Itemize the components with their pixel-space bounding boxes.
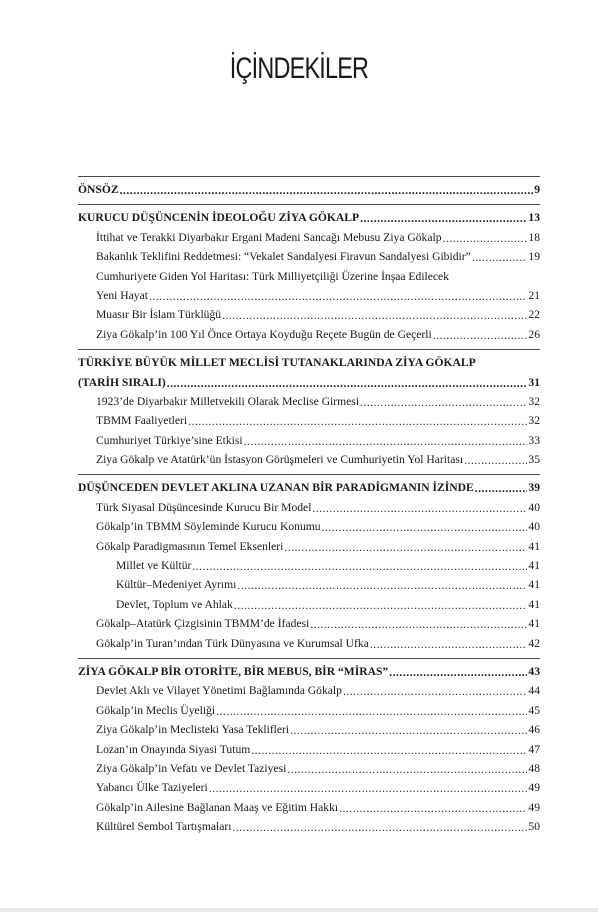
toc-page-number: 22	[528, 308, 540, 322]
leader-dots	[237, 576, 527, 590]
toc-page-number: 41	[528, 617, 540, 631]
toc-page-number: 41	[528, 559, 540, 573]
toc-entry-label: Ziya Gökalp’in Vefatı ve Devlet Taziyesi	[96, 761, 287, 775]
leader-dots	[192, 557, 527, 571]
toc-entry[interactable]	[0, 267, 540, 286]
leader-dots	[120, 181, 534, 195]
toc-entry-label: Cumhuriyet Türkiye’sine Etkisi	[96, 433, 243, 447]
toc-entry[interactable]	[0, 798, 540, 817]
divider	[78, 658, 540, 659]
toc-entry[interactable]	[0, 305, 540, 324]
toc-page-number: 35	[528, 453, 540, 467]
toc-page-number: 50	[528, 820, 540, 834]
toc-page-number: 26	[528, 327, 540, 341]
toc-page-number: 41	[528, 597, 540, 611]
leader-dots	[443, 229, 528, 243]
leader-dots	[370, 635, 528, 649]
toc-page-number: 44	[528, 684, 540, 698]
leader-dots	[149, 287, 527, 301]
toc-entry-label: Lozan’ın Onayında Siyasi Tutum	[96, 742, 251, 756]
leader-dots	[222, 306, 527, 320]
leader-dots	[310, 615, 527, 629]
toc-entry[interactable]	[0, 325, 540, 344]
toc-page-number: 32	[528, 414, 540, 428]
toc-entry-label: Cumhuriyete Giden Yol Haritası: Türk Milliyetçiliği Üzerine İnşaa Edilecek	[96, 269, 449, 283]
leader-dots	[209, 779, 528, 793]
toc-entry-label: DÜŞÜNCEDEN DEVLET AKLINA UZANAN BİR PARADİGMANIN İZİNDE	[78, 481, 474, 495]
leader-dots	[216, 702, 527, 716]
leader-dots	[360, 393, 527, 407]
toc-entry[interactable]	[0, 537, 540, 556]
toc-page-number: 42	[528, 636, 540, 650]
leader-dots	[244, 432, 528, 446]
toc-subentry[interactable]	[0, 595, 540, 614]
toc-subentry[interactable]	[0, 575, 540, 594]
toc-section-heading[interactable]	[0, 478, 540, 497]
toc-entry-label: Yabancı Ülke Taziyeleri	[96, 781, 208, 795]
leader-dots	[312, 499, 527, 513]
leader-dots	[167, 374, 528, 388]
toc-entry-label: Ziya Gökalp ve Atatürk’ün İstasyon Görüşmeleri ve Cumhuriyetin Yol Haritası	[96, 453, 464, 467]
table-of-contents	[0, 176, 598, 837]
toc-entry-label: TBMM Faaliyetleri	[96, 414, 188, 428]
toc-entry-label: Ziya Gökalp’in 100 Yıl Önce Ortaya Koyduğu Reçete Bugün de Geçerli	[96, 327, 432, 341]
toc-entry-label: ÖNSÖZ	[78, 183, 119, 196]
leader-dots	[339, 799, 527, 813]
leader-dots	[343, 682, 527, 696]
toc-page-number: 41	[528, 539, 540, 553]
page-title: İÇİNDEKİLER	[229, 52, 369, 85]
toc-entry-label: 1923’de Diyarbakır Milletvekili Olarak Meclise Girmesi	[96, 394, 360, 408]
toc-entry-label: KURUCU DÜŞÜNCENİN İDEOLOĞU ZİYA GÖKALP	[78, 211, 360, 225]
toc-section-heading[interactable]	[0, 662, 540, 681]
toc-page-number: 47	[528, 742, 540, 756]
toc-entry-label: Türk Siyasal Düşüncesinde Kurucu Bir Model	[96, 500, 312, 514]
toc-entry[interactable]	[0, 450, 540, 469]
toc-page-number: 33	[528, 433, 540, 447]
toc-entry-label: Yeni Hayat	[96, 288, 148, 302]
toc-page-number: 41	[528, 578, 540, 592]
toc-section-heading[interactable]	[0, 353, 540, 372]
leader-dots	[472, 248, 528, 262]
toc-entry[interactable]	[0, 411, 540, 430]
toc-entry-label: Devlet, Toplum ve Ahlak	[116, 597, 233, 611]
leader-dots	[284, 538, 527, 552]
toc-entry[interactable]	[0, 392, 540, 411]
toc-entry-label: Gökalp’in Ailesine Bağlanan Maaş ve Eğitim Hakkı	[96, 800, 339, 814]
leader-dots	[322, 518, 528, 532]
toc-entry-label: Gökalp’in Meclis Üyeliği	[96, 703, 216, 717]
leader-dots	[234, 596, 528, 610]
page-bottom-edge	[0, 908, 598, 912]
toc-page-number: 39	[528, 481, 540, 495]
toc-page-number: 40	[528, 520, 540, 534]
toc-entry-label: Kültürel Sembol Tartışmaları	[96, 820, 232, 834]
toc-entry-label: Gökalp Paradigmasının Temel Eksenleri	[96, 539, 284, 553]
toc-entry-label: Ziya Gökalp’in Meclisteki Yasa Teklifleri	[96, 723, 290, 737]
toc-entry-label: Kültür–Medeniyet Ayrımı	[116, 578, 237, 592]
toc-entry[interactable]	[0, 720, 540, 739]
toc-entry[interactable]	[0, 701, 540, 720]
toc-entry[interactable]	[0, 431, 540, 450]
toc-entry[interactable]	[0, 498, 540, 517]
leader-dots	[233, 818, 528, 832]
toc-page-number: 46	[528, 723, 540, 737]
toc-entry[interactable]	[0, 517, 540, 536]
toc-entry-label: İttihat ve Terakki Diyarbakır Ergani Madeni Sancağı Mebusu Ziya Gökalp	[96, 230, 442, 244]
toc-section-heading-continued[interactable]	[0, 373, 540, 392]
toc-entry-label: Gökalp–Atatürk Çizgisinin TBMM’de İfadesi	[96, 617, 310, 631]
toc-page-number: 31	[528, 375, 540, 389]
toc-entry-label: Gökalp’in Turan’ından Türk Dünyasına ve Kurumsal Ufka	[96, 636, 369, 650]
toc-entry[interactable]	[0, 778, 540, 797]
toc-section-heading[interactable]	[0, 208, 540, 227]
leader-dots	[389, 663, 527, 677]
toc-entry-label: Devlet Aklı ve Vilayet Yönetimi Bağlamında Gökalp	[96, 684, 342, 698]
toc-page-number: 13	[528, 211, 540, 225]
leader-dots	[464, 451, 527, 465]
toc-page-number: 32	[528, 394, 540, 408]
toc-page-number: 43	[528, 664, 540, 678]
toc-page-number: 48	[528, 761, 540, 775]
divider	[78, 176, 540, 177]
toc-entry-label: Bakanlık Teklifini Reddetmesi: “Vekalet Sandalyesi Firavun Sandalyesi Gibidir”	[96, 250, 471, 264]
toc-page-number: 9	[534, 183, 540, 196]
toc-entry[interactable]	[0, 228, 540, 247]
toc-entry[interactable]	[0, 634, 540, 653]
toc-page-number: 40	[528, 500, 540, 514]
toc-entry[interactable]	[0, 681, 540, 700]
leader-dots	[188, 412, 527, 426]
toc-subentry[interactable]	[0, 556, 540, 575]
toc-entry[interactable]	[0, 759, 540, 778]
toc-entry-onsoz[interactable]	[0, 180, 540, 199]
toc-entry[interactable]	[0, 740, 540, 759]
toc-entry[interactable]	[0, 286, 540, 305]
toc-entry-label: TÜRKİYE BÜYÜK MİLLET MECLİSİ TUTANAKLARINDA ZİYA GÖKALP	[78, 356, 476, 370]
leader-dots	[475, 479, 528, 493]
toc-entry-label: Millet ve Kültür	[116, 559, 192, 573]
divider	[78, 349, 540, 350]
toc-entry-label: ZİYA GÖKALP BİR OTORİTE, BİR MEBUS, BİR “MİRAS”	[78, 664, 389, 678]
toc-entry[interactable]	[0, 247, 540, 266]
leader-dots	[287, 760, 527, 774]
toc-entry[interactable]	[0, 817, 540, 836]
toc-page-number: 21	[528, 288, 540, 302]
toc-entry-label: Muasır Bir İslam Türklüğü	[96, 308, 222, 322]
toc-entry[interactable]	[0, 614, 540, 633]
toc-entry-label: (TARİH SIRALI)	[78, 375, 166, 389]
divider	[78, 204, 540, 205]
toc-page-number: 45	[528, 703, 540, 717]
toc-page-number: 49	[528, 781, 540, 795]
leader-dots	[360, 209, 527, 223]
leader-dots	[290, 721, 527, 735]
toc-page-number: 19	[528, 250, 540, 264]
toc-entry-label: Gökalp’in TBMM Söyleminde Kurucu Konumu	[96, 520, 321, 534]
divider	[78, 474, 540, 475]
leader-dots	[251, 741, 527, 755]
leader-dots	[433, 326, 528, 340]
toc-page-number: 49	[528, 800, 540, 814]
toc-page-number: 18	[528, 230, 540, 244]
